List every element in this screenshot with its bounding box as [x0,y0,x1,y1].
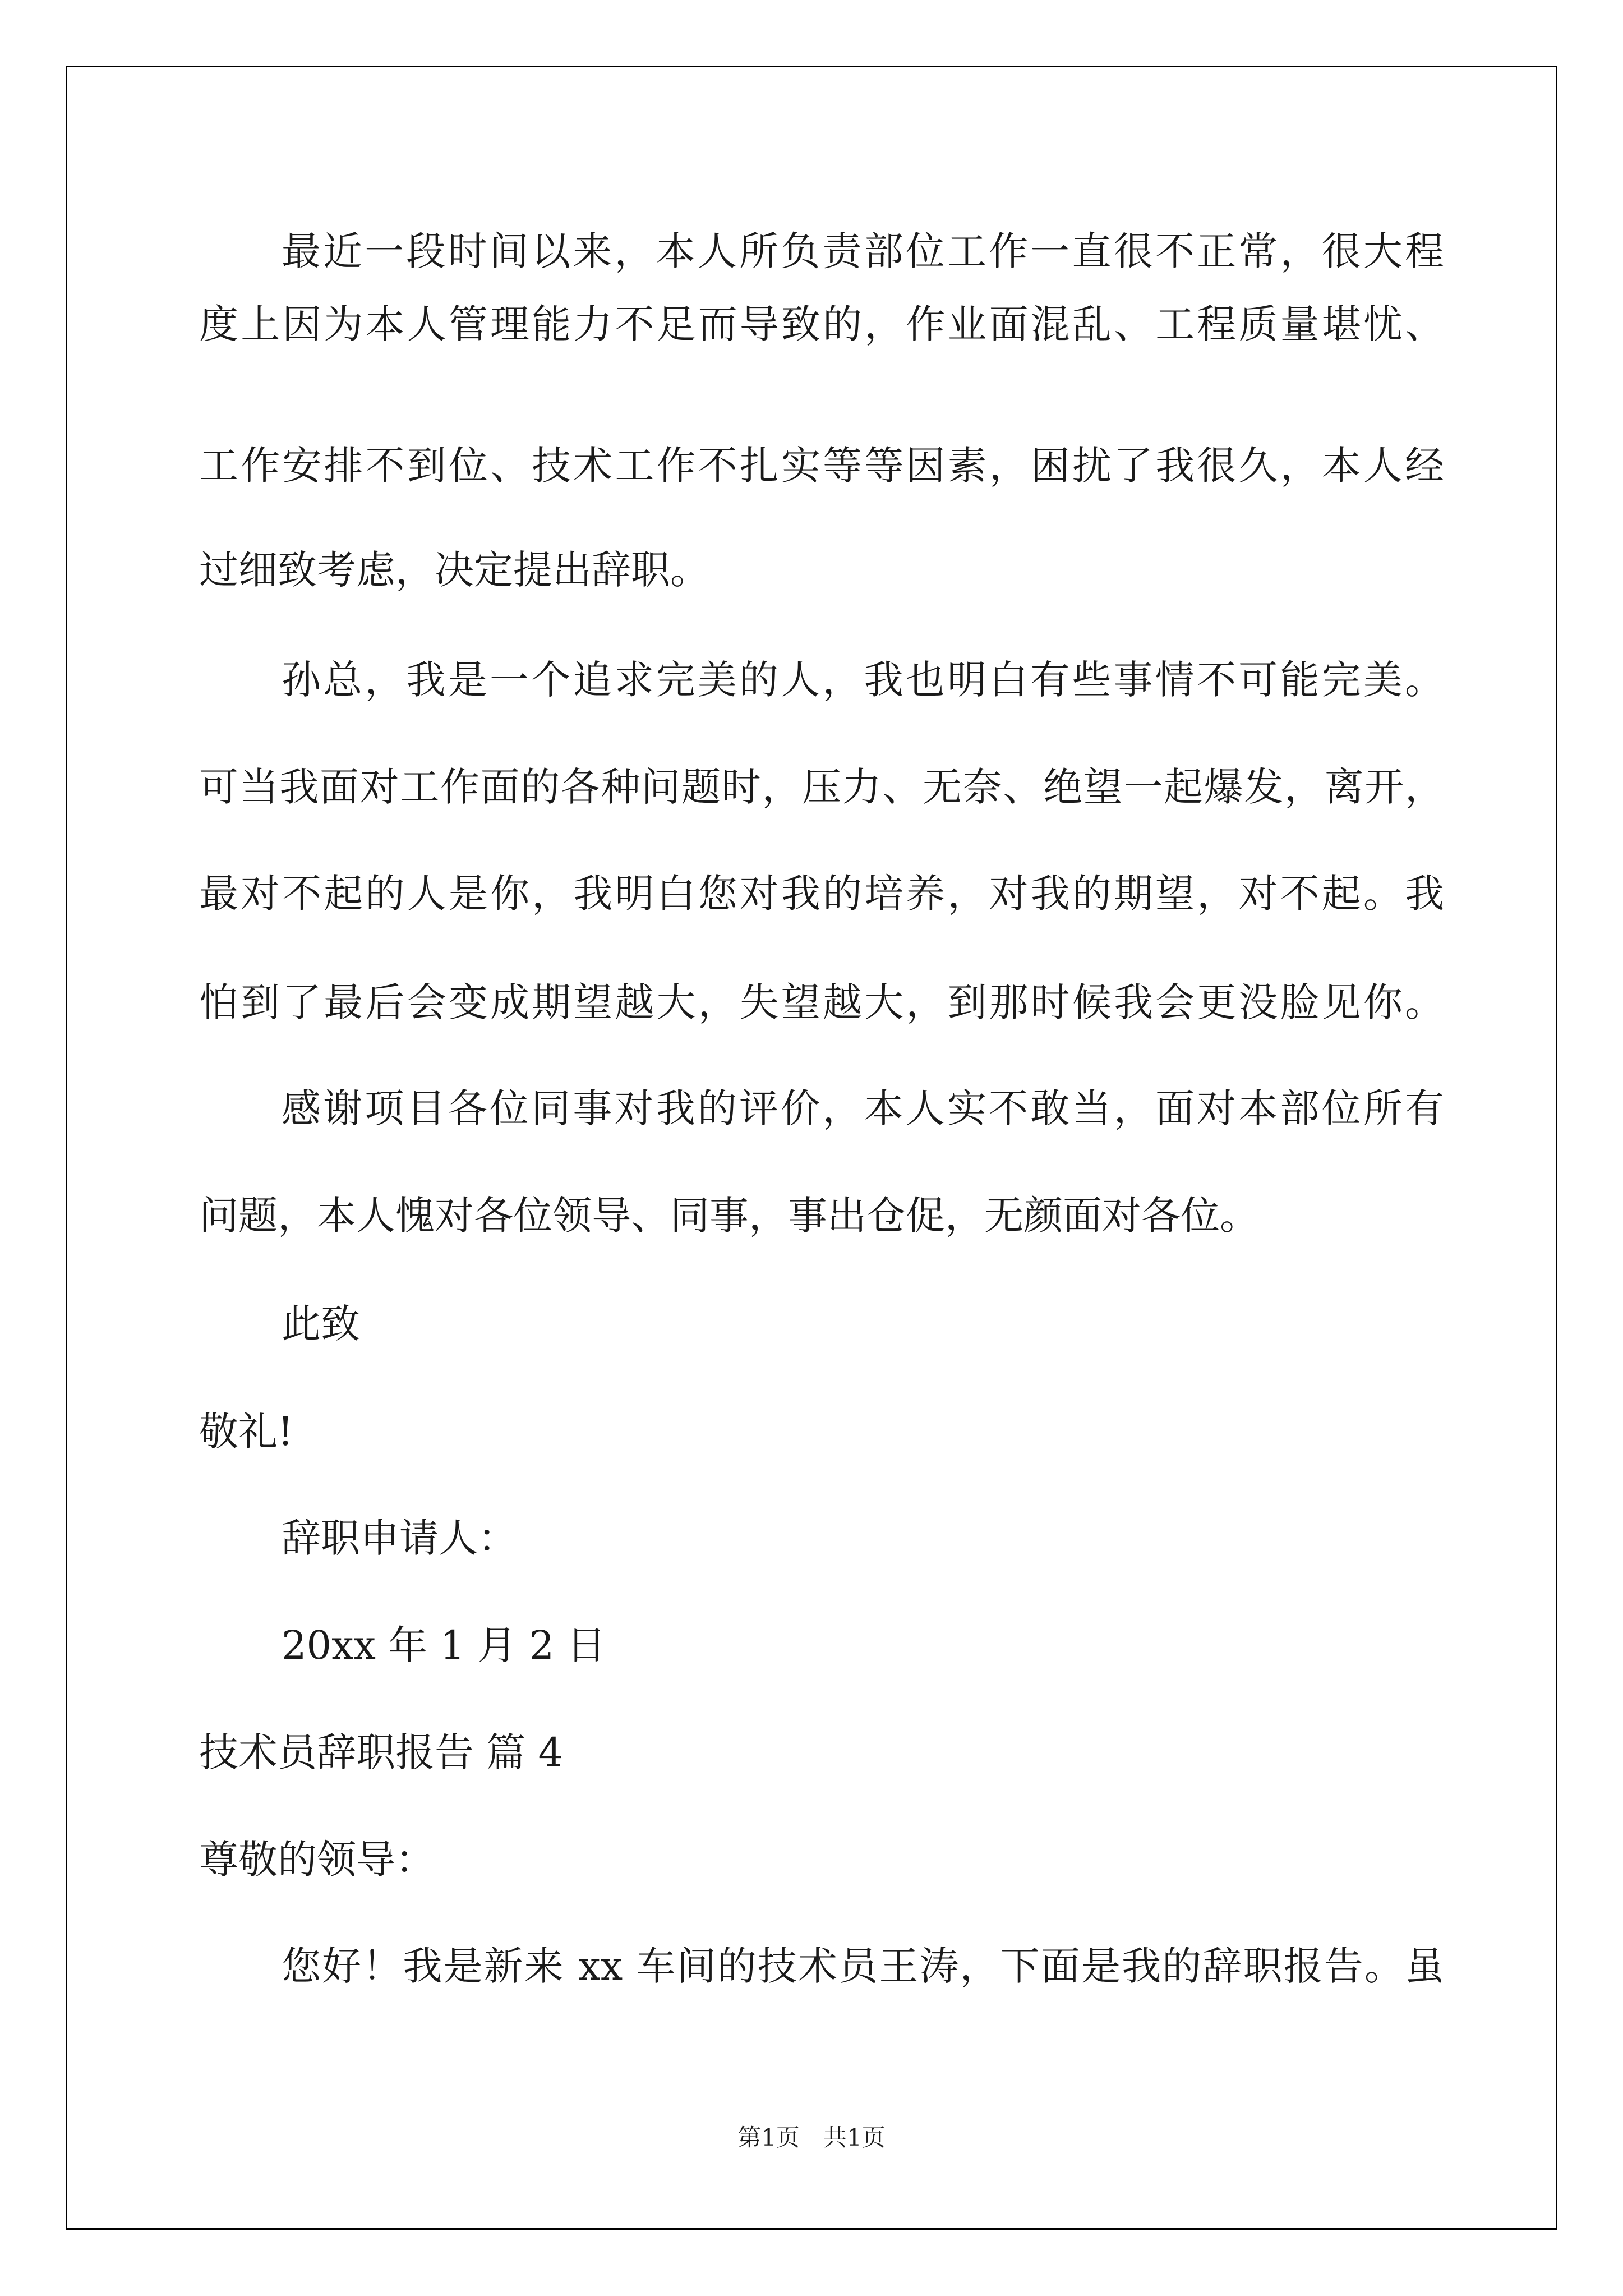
paragraph-line: 过细致考虑，决定提出辞职。 [199,547,709,593]
salutation-line: 敬礼! [199,1409,294,1455]
paragraph-line: 您好！我是新来 xx 车间的技术员王涛，下面是我的辞职报告。虽 [282,1943,1444,1989]
paragraph-line: 感谢项目各位同事对我的评价，本人实不敢当，面对本部位所有 [282,1085,1444,1131]
greeting-line: 尊敬的领导： [199,1837,435,1883]
paragraph-line: 最对不起的人是你，我明白您对我的培养，对我的期望，对不起。我 [199,871,1444,917]
paragraph-line: 工作安排不到位、技术工作不扎实等等因素，困扰了我很久，本人经 [199,443,1444,489]
signature-line: 辞职申请人： [282,1515,517,1561]
page-frame [66,66,1557,2230]
paragraph-line: 怕到了最后会变成期望越大，失望越大，到那时候我会更没脸见你。 [199,979,1444,1025]
page-footer: 第1页 共1页 [737,2124,886,2151]
closing-line: 此致 [282,1301,360,1347]
paragraph-line: 孙总，我是一个追求完美的人，我也明白有些事情不可能完美。 [282,657,1444,703]
section-heading: 技术员辞职报告 篇 4 [199,1729,564,1775]
date-line: 20xx 年 1 月 2 日 [282,1622,606,1668]
paragraph-line: 可当我面对工作面的各种问题时，压力、无奈、绝望一起爆发，离开， [199,764,1444,810]
paragraph-line: 最近一段时间以来，本人所负责部位工作一直很不正常，很大程 [282,228,1444,274]
paragraph-line: 度上因为本人管理能力不足而导致的，作业面混乱、工程质量堪忧、 [199,301,1444,347]
paragraph-line: 问题，本人愧对各位领导、同事，事出仓促，无颜面对各位。 [199,1193,1259,1239]
